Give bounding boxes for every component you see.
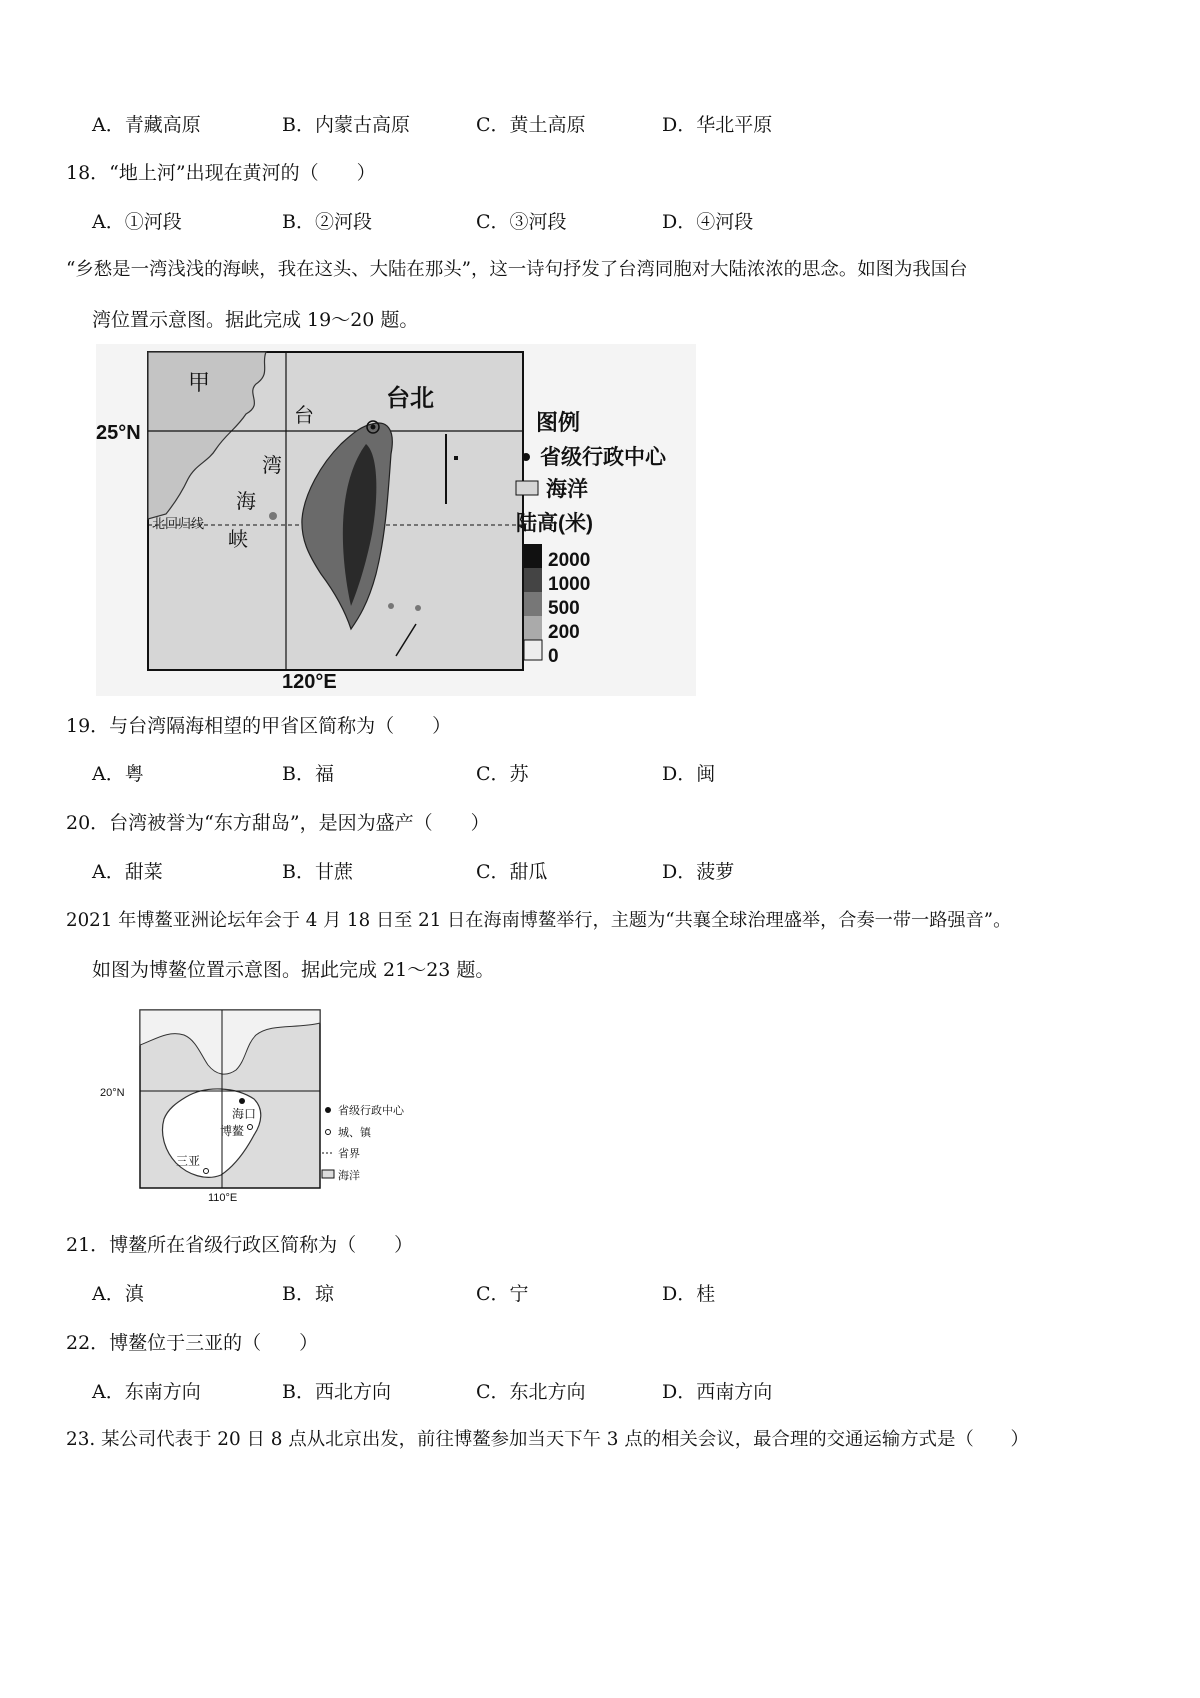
- q20-stem: 20．台湾被誉为“东方甜岛”，是因为盛产（ ）: [66, 812, 490, 834]
- q22-stem: 22．博鳌位于三亚的（ ）: [66, 1332, 319, 1354]
- intro-taiwan-line2: 湾位置示意图。据此完成 19～20 题。: [92, 309, 419, 331]
- q23-stem: 23. 某公司代表于 20 日 8 点从北京出发，前往博鳌参加当天下午 3 点的相关会议，最合理的交通运输方式是（ ）: [66, 1429, 1029, 1450]
- elev-label-500: 500: [548, 598, 580, 619]
- q21-option-c: C．宁: [476, 1283, 529, 1305]
- q19-stem: 19．与台湾隔海相望的甲省区简称为（ ）: [66, 715, 452, 737]
- q18-option-d: D．④河段: [662, 211, 754, 233]
- q17-option-b: B．内蒙古高原: [282, 114, 410, 136]
- intro-boao-line1: 2021 年博鳌亚洲论坛年会于 4 月 18 日至 21 日在海南博鳌举行，主题为“共襄全球治理盛举，合奏一带一路强音”。: [66, 910, 1012, 931]
- q19-option-d: D．闽: [662, 763, 716, 785]
- q17-option-d: D．华北平原: [662, 114, 773, 136]
- lon-110e-label: 110°E: [208, 1192, 238, 1204]
- q20-option-c: C．甜瓜: [476, 861, 548, 883]
- elev-swatch-1000: [524, 568, 542, 592]
- elev-label-2000: 2000: [548, 550, 591, 571]
- boao-label: 博鳌: [220, 1124, 245, 1138]
- q18-stem: 18．“地上河”出现在黄河的（ ）: [66, 162, 376, 184]
- q19-option-c: C．苏: [476, 763, 529, 785]
- elev-swatch-2000: [524, 544, 542, 568]
- q18-option-a: A．①河段: [92, 211, 182, 233]
- legend-town-label: 城、镇: [338, 1127, 371, 1139]
- province-jia-label: 甲: [188, 370, 211, 395]
- q20-option-a: A．甜菜: [92, 861, 163, 883]
- legend-capital-label: 省级行政中心: [338, 1105, 404, 1117]
- intro-taiwan-line1: “乡愁是一湾浅浅的海峡，我在这头、大陆在那头”，这一诗句抒发了台湾同胞对大陆浓浓的思念。如图为我国台: [66, 259, 968, 280]
- legend-capital-icon: [325, 1107, 331, 1113]
- legend-ocean-icon: [322, 1170, 334, 1178]
- elev-swatch-200: [524, 616, 542, 640]
- legend-ocean-label: 海洋: [338, 1170, 360, 1182]
- legend-title: 图例: [536, 410, 581, 435]
- q19-option-b: B．福: [282, 763, 334, 785]
- q18-option-c: C．③河段: [476, 211, 567, 233]
- legend-elevation-title: 陆高(米): [516, 512, 593, 535]
- q19-option-a: A．粤: [92, 763, 144, 785]
- lat-25n-label: 25°N: [96, 422, 141, 444]
- taipei-label: 台北: [386, 385, 434, 412]
- q17-option-a: A．青藏高原: [92, 114, 201, 136]
- elev-swatch-0: [524, 640, 542, 660]
- tropic-label: 北回归线: [152, 516, 205, 531]
- q22-option-d: D．西南方向: [662, 1381, 773, 1403]
- q21-stem: 21．博鳌所在省级行政区简称为（ ）: [66, 1234, 414, 1256]
- boao-location-map: [96, 1005, 436, 1205]
- q17-option-c: C．黄土高原: [476, 114, 586, 136]
- elev-label-200: 200: [548, 622, 580, 643]
- haikou-marker: [239, 1098, 245, 1104]
- penghu-island: [269, 512, 277, 520]
- strait-char-1: 台: [294, 405, 314, 427]
- legend-ocean-swatch: [516, 481, 538, 495]
- strait-char-2: 湾: [262, 455, 282, 477]
- legend-capital-icon: [522, 453, 530, 461]
- q21-option-d: D．桂: [662, 1283, 716, 1305]
- taiwan-location-map: [96, 344, 696, 696]
- sanya-label: 三亚: [176, 1154, 201, 1168]
- elev-swatch-500: [524, 592, 542, 616]
- q21-option-a: A．滇: [92, 1283, 144, 1305]
- lon-120e-label: 120°E: [282, 671, 337, 693]
- q20-option-b: B．甘蔗: [282, 861, 353, 883]
- elev-label-0: 0: [548, 646, 559, 667]
- q22-option-c: C．东北方向: [476, 1381, 586, 1403]
- q20-option-d: D．菠萝: [662, 861, 735, 883]
- q22-option-a: A．东南方向: [92, 1381, 201, 1403]
- legend-ocean-label: 海洋: [546, 478, 588, 501]
- haikou-label: 海口: [232, 1107, 257, 1121]
- q22-option-b: B．西北方向: [282, 1381, 391, 1403]
- lat-20n-label: 20°N: [100, 1087, 125, 1099]
- q21-option-b: B．琼: [282, 1283, 334, 1305]
- strait-char-4: 峡: [228, 529, 248, 551]
- strait-char-3: 海: [236, 491, 256, 513]
- intro-boao-line2: 如图为博鳌位置示意图。据此完成 21～23 题。: [92, 959, 495, 981]
- elev-label-1000: 1000: [548, 574, 591, 595]
- legend-border-label: 省界: [338, 1148, 360, 1160]
- q18-option-b: B．②河段: [282, 211, 372, 233]
- legend-capital-label: 省级行政中心: [540, 446, 666, 469]
